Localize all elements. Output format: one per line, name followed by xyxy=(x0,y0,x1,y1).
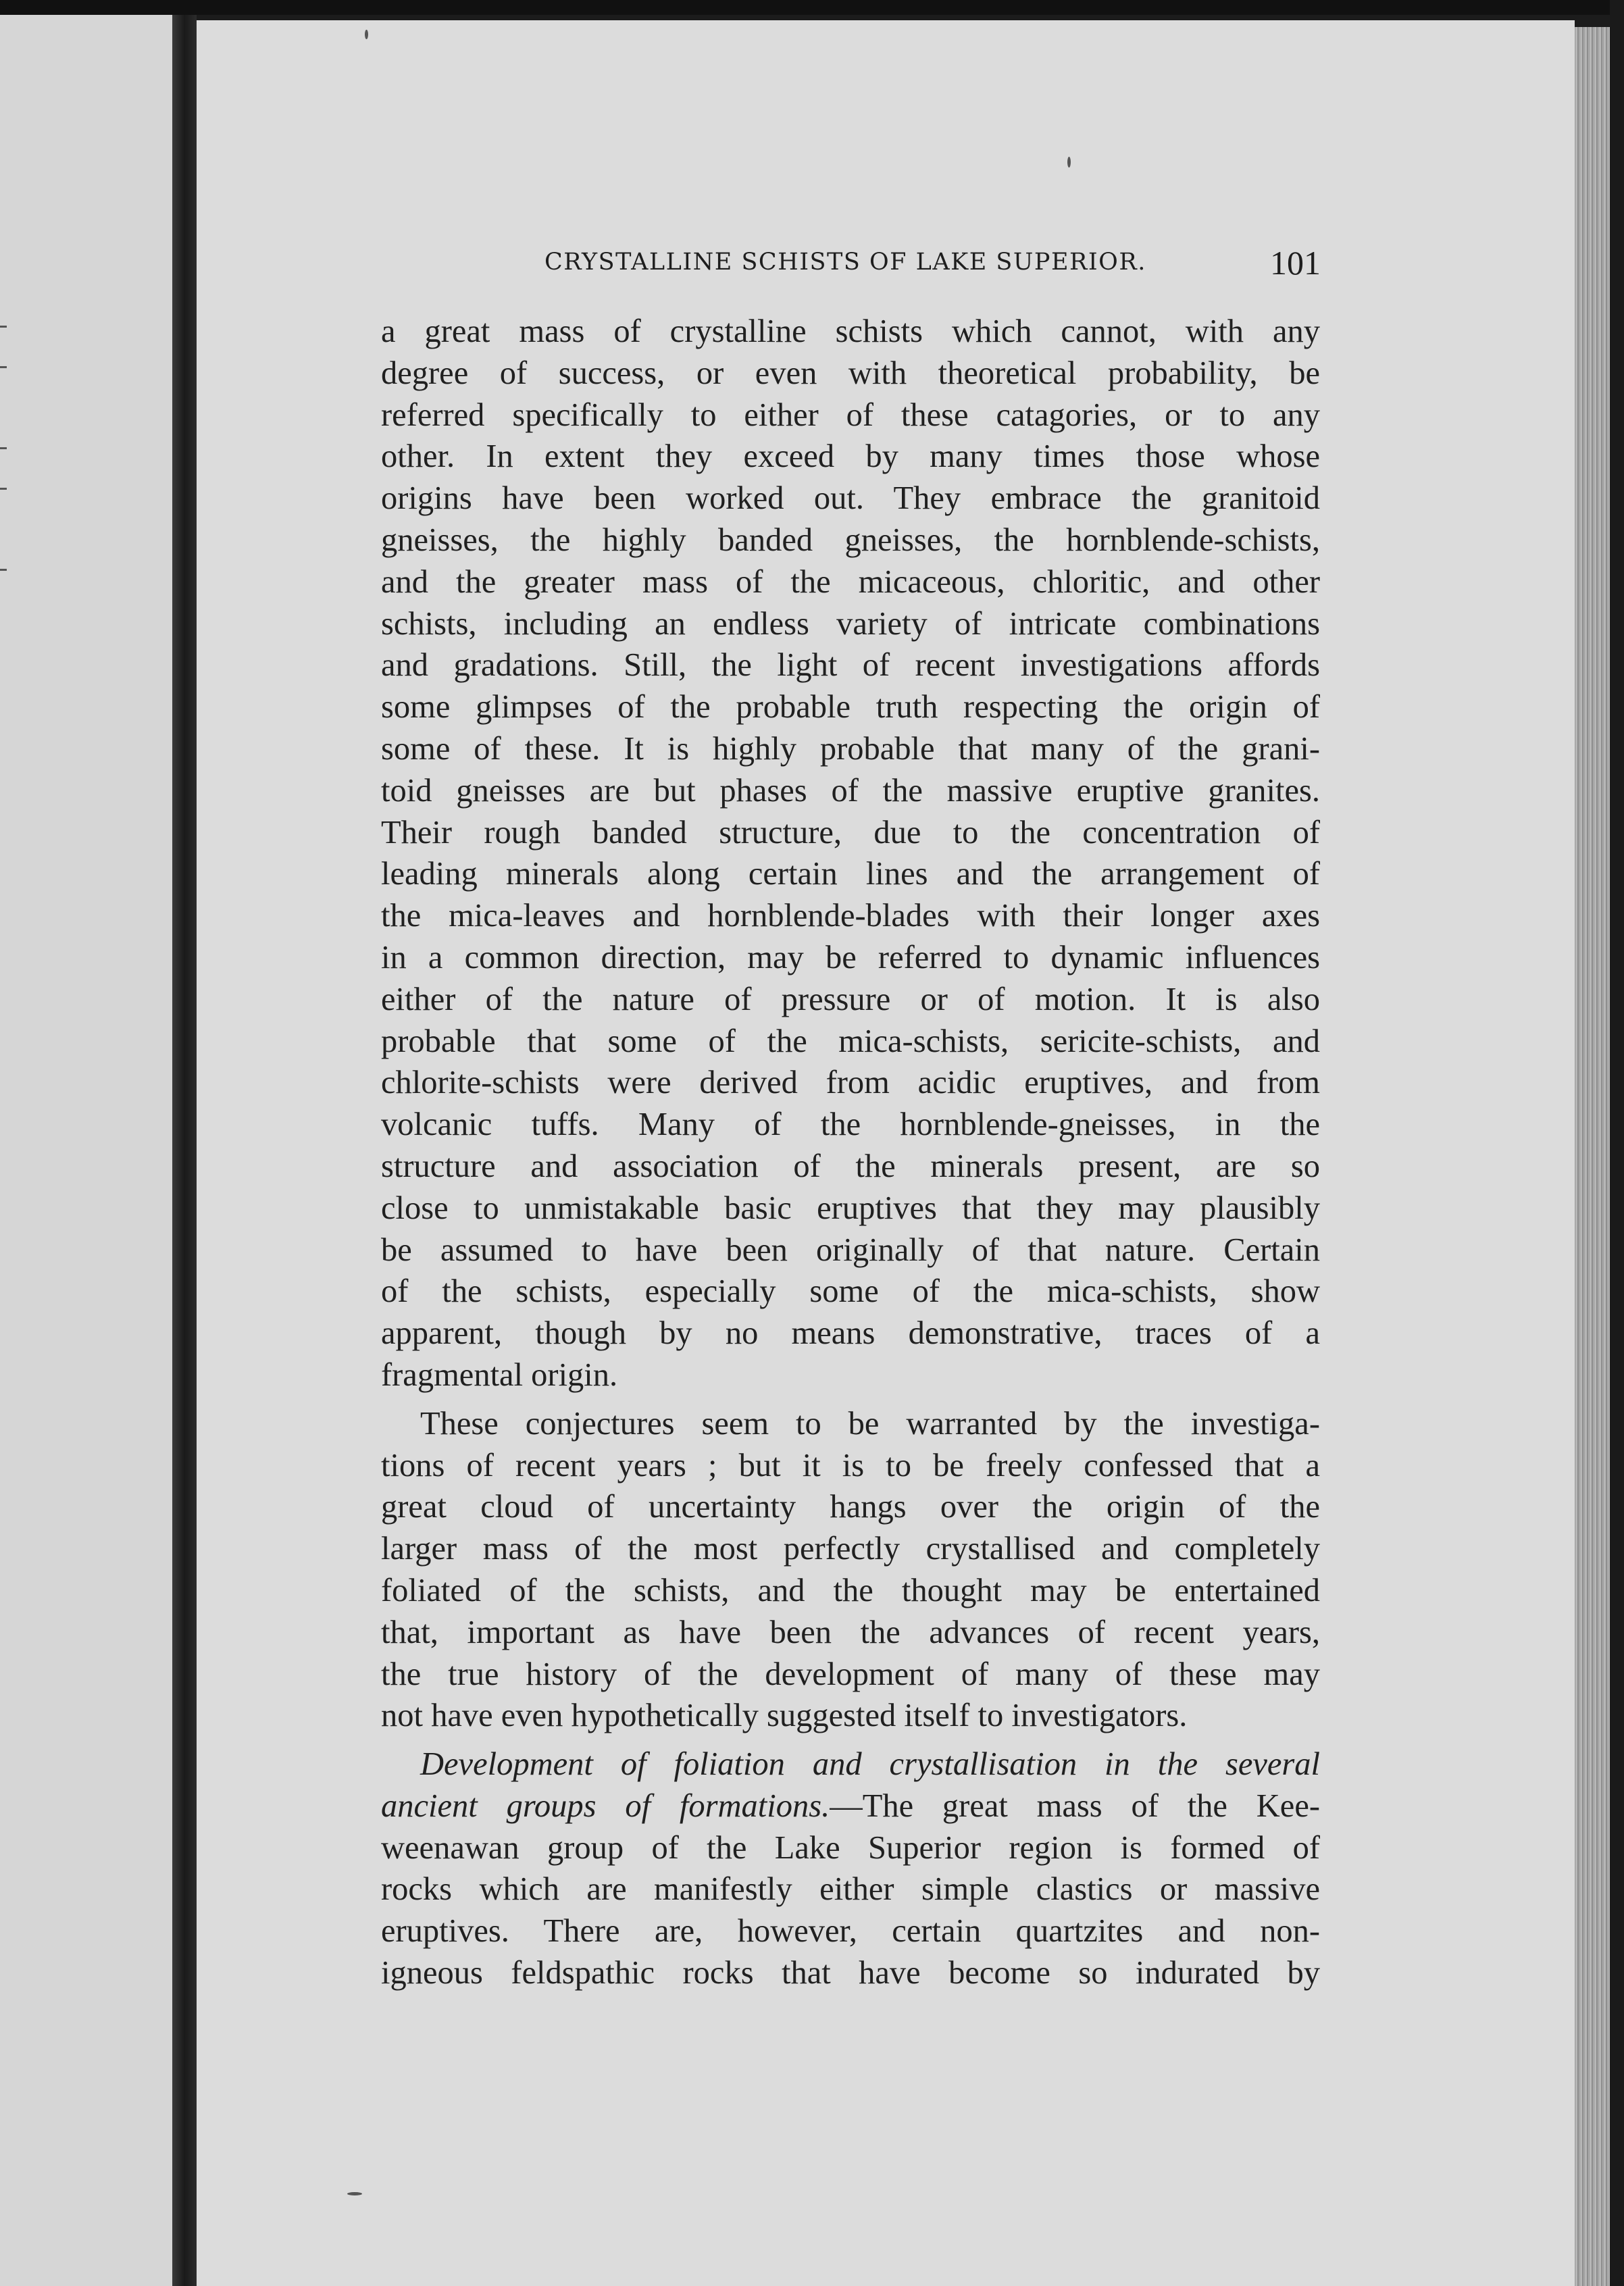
text-line: leading minerals along certain lines and the arrangement of xyxy=(381,856,1320,892)
text-line: fragmental origin. xyxy=(381,1356,618,1393)
text-line: apparent, though by no means demonstrative, traces of a xyxy=(381,1315,1320,1352)
facing-page-edge xyxy=(0,15,172,2286)
text-line: some glimpses of the probable truth respecting the origin of xyxy=(381,689,1320,726)
scan-speck xyxy=(365,30,368,39)
facing-page-mark xyxy=(0,447,7,449)
text-run: —The great mass of the Kee- xyxy=(830,1787,1320,1824)
scan-border-right xyxy=(1610,0,1624,2286)
text-line: that, important as have been the advances of recent years, xyxy=(381,1614,1320,1650)
scan-border-top xyxy=(0,0,1624,15)
text-line: origins have been worked out. They embrace the granitoid xyxy=(381,480,1320,517)
text-line: eruptives. There are, however, certain quartzites and non- xyxy=(381,1913,1320,1950)
text-line: rocks which are manifestly either simple clastics or massive xyxy=(381,1871,1320,1908)
text-line: be assumed to have been originally of that nature. Certain xyxy=(381,1231,1320,1268)
text-line: not have even hypothetically suggested itself to investigators. xyxy=(381,1698,1188,1734)
section-heading: Development of foliation and crystallisation in the several xyxy=(420,1746,1320,1783)
scan-speck xyxy=(1067,157,1071,168)
facing-page-mark xyxy=(0,366,7,368)
text-line: the mica-leaves and hornblende-blades with their longer axes xyxy=(381,898,1320,934)
text-line: weenawan group of the Lake Superior region is formed of xyxy=(381,1829,1320,1866)
text-line: foliated of the schists, and the thought may be entertained xyxy=(381,1572,1320,1608)
text-line: Their rough banded structure, due to the concentration of xyxy=(381,814,1320,850)
paragraph-3 xyxy=(381,1744,1320,1994)
scan-speck xyxy=(347,2192,362,2195)
text-line: degree of success, or even with theoretical probability, be xyxy=(381,355,1320,391)
text-line: tions of recent years ; but it is to be freely confessed that a xyxy=(381,1447,1320,1483)
text-line: some of these. It is highly probable that many of the grani- xyxy=(381,730,1320,767)
text-line: probable that some of the mica-schists, sericite-schists, and xyxy=(381,1023,1320,1059)
text-line: and the greater mass of the micaceous, chloritic, and other xyxy=(381,563,1320,600)
text-line: referred specifically to either of these catagories, or to any xyxy=(381,397,1320,433)
running-head: CRYSTALLINE SCHISTS OF LAKE SUPERIOR. xyxy=(544,249,1146,276)
book-gutter xyxy=(172,15,197,2286)
text-line: volcanic tuffs. Many of the hornblende-gneisses, in the xyxy=(381,1107,1320,1143)
text-line: other. In extent they exceed by many times those whose xyxy=(381,438,1320,475)
paragraph-2 xyxy=(381,1403,1320,1737)
text-line: These conjectures seem to be warranted by the investiga- xyxy=(420,1405,1320,1442)
text-line: the true history of the development of many of these may xyxy=(381,1656,1320,1692)
text-line: structure and association of the minerals present, are so xyxy=(381,1148,1320,1184)
text-line: gneisses, the highly banded gneisses, the hornblende-schists, xyxy=(381,522,1320,558)
page-stack-edge xyxy=(1575,27,1610,2286)
text-line: larger mass of the most perfectly crystallised and completely xyxy=(381,1531,1320,1567)
text-line: of the schists, especially some of the mica-schists, show xyxy=(381,1273,1320,1310)
facing-page-mark xyxy=(0,326,7,328)
section-heading-end: ancient groups of formations. xyxy=(381,1787,830,1824)
text-line: in a common direction, may be referred to dynamic influences xyxy=(381,939,1320,975)
text-line: schists, including an endless variety of intricate combinations xyxy=(381,605,1320,642)
body-text xyxy=(381,311,1320,1994)
text-line: either of the nature of pressure or of motion. It is also xyxy=(381,981,1320,1017)
text-line: a great mass of crystalline schists which cannot, with any xyxy=(381,313,1320,349)
text-line: great cloud of uncertainty hangs over the origin of the xyxy=(381,1489,1320,1525)
text-line: and gradations. Still, the light of recent investigations affords xyxy=(381,647,1320,684)
text-line: toid gneisses are but phases of the massive eruptive granites. xyxy=(381,772,1320,809)
page-number: 101 xyxy=(1270,244,1321,282)
paragraph-1 xyxy=(381,311,1320,1396)
text-line: igneous feldspathic rocks that have become so indurated by xyxy=(381,1955,1320,1991)
facing-page-mark xyxy=(0,488,7,490)
text-line: chlorite-schists were derived from acidic eruptives, and from xyxy=(381,1065,1320,1101)
text-line xyxy=(381,1785,1320,1827)
facing-page-mark xyxy=(0,569,7,571)
text-line: close to unmistakable basic eruptives that they may plausibly xyxy=(381,1190,1320,1226)
